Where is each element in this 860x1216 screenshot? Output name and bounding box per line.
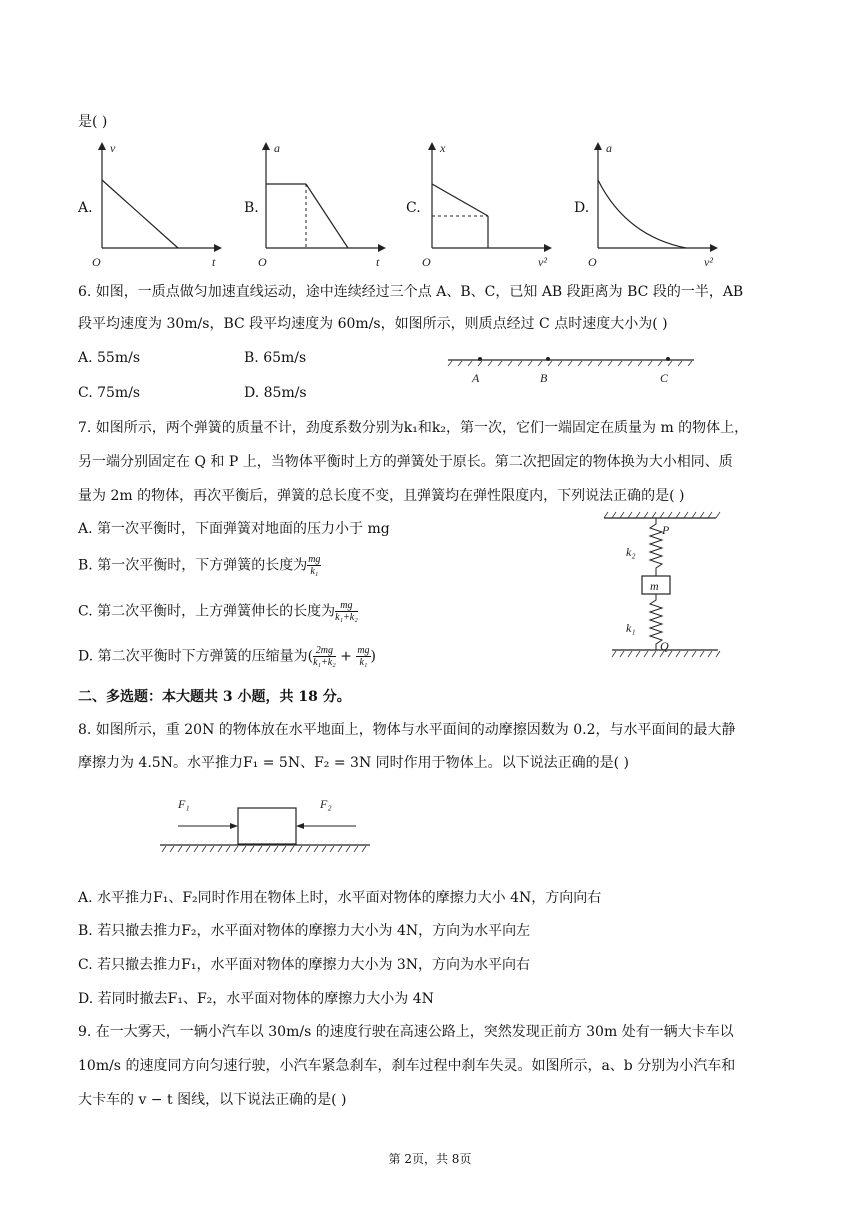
q6-track-figure [448,346,698,386]
q8-label-f2: F₂ [320,797,332,811]
q5c-origin: O [422,255,431,269]
q7-label-m: m [650,579,659,593]
q6-line2: 段平均速度为 30m/s，BC 段平均速度为 60m/s，如图所示，则质点经过 C 点时速度大小为( ) [78,316,668,332]
q5-option-a-label: A. [78,200,93,216]
q5-graph-d [586,140,726,270]
q7-b-frac-num: mg [308,554,321,565]
q5c-x-label: v² [538,255,547,269]
q7-option-d-text: D. 第二次平衡时下方弹簧的压缩量为( [78,648,314,665]
q5a-x-label: t [212,255,216,269]
q8-label-f1: F₁ [178,797,190,811]
q5b-y-label: a [274,141,280,155]
q5-graph-a [90,140,230,270]
q5-graph-c [420,140,560,270]
q6-point-a: A [472,371,480,385]
q5d-y-label: a [606,141,612,155]
q7-label-k1: k₁ [626,621,636,635]
q9-line1: 9. 在一大雾天，一辆小汽车以 30m/s 的速度行驶在高速公路上，突然发现正前方 30m 处有一辆大卡车以 [78,1024,734,1040]
q5a-y-label: v [110,141,116,155]
q9-line2: 10m/s 的速度同方向匀速行驶，小汽车紧急刹车，刹车过程中刹车失灵。如图所示，a、b 分别为小汽车和 [78,1058,736,1074]
q7-b-fraction [307,554,321,577]
q7-option-b-text: B. 第一次平衡时，下方弹簧的长度为 [78,557,308,574]
q7-d-fraction-1 [313,645,336,668]
q7-c-fraction [335,600,358,623]
q8-option-c: C. 若只撤去推力F₁，水平面对物体的摩擦力大小为 3N，方向为水平向右 [78,957,531,973]
q7-d-close: ) [370,648,377,665]
q7-spring-figure [598,508,728,664]
q7-d-frac1-num: 2mg [313,645,336,657]
q5d-origin: O [588,255,597,269]
q8-option-b: B. 若只撤去推力F₂，水平面对物体的摩擦力大小为 4N，方向为水平向左 [78,923,531,939]
q6-option-d: D. 85m/s [244,385,307,401]
q7-option-a: A. 第一次平衡时，下面弹簧对地面的压力小于 mg [78,521,390,537]
q7-line2: 另一端分别固定在 Q 和 P 上，当物体平衡时上方的弹簧处于原长。第二次把固定的物体换为大小相同、质 [78,454,733,470]
q5-option-d-label: D. [574,200,590,216]
q7-line3: 量为 2m 的物体，再次平衡后，弹簧的总长度不变，且弹簧均在弹性限度内，下列说法正确的是( ) [78,488,685,504]
q7-c-frac-num: mg [335,600,358,612]
page-footer: 第 2页，共 8页 [388,1152,472,1166]
q8-option-a: A. 水平推力F₁、F₂同时作用在物体上时，水平面对物体的摩擦力大小 4N，方向向右 [78,890,602,906]
q7-d-frac2-den: k₁ [359,657,368,668]
q7-d-frac1-den: k₁+k₂ [313,657,336,668]
q8-force-figure [160,792,374,858]
q6-point-b: B [540,371,548,385]
q5c-y-label: x [440,141,446,155]
q5b-origin: O [258,255,267,269]
q7-option-c-text: C. 第二次平衡时，上方弹簧伸长的长度为 [78,603,336,620]
q5-option-c-label: C. [406,200,421,216]
section-2-heading: 二、多选题：本大题共 3 小题，共 18 分。 [78,689,351,705]
q7-b-frac-den: k₁ [310,566,319,577]
q7-line1: 7. 如图所示，两个弹簧的质量不计，劲度系数分别为k₁和k₂，第一次，它们一端固定在质量为 m 的物体上， [78,420,749,436]
q7-label-q: Q [660,639,669,653]
q7-option-d [78,645,376,668]
q8-option-d: D. 若同时撤去F₁、F₂，水平面对物体的摩擦力大小为 4N [78,991,434,1007]
q8-line1: 8. 如图所示，重 20N 的物体放在水平地面上，物体与水平面间的动摩擦因数为 0.2，与水平面间的最大静 [78,722,736,738]
q5b-x-label: t [376,255,380,269]
q7-option-b [78,554,321,577]
q8-line2: 摩擦力为 4.5N。水平推力F₁ = 5N、F₂ = 3N 同时作用于物体上。以下说法正确的是( ) [78,755,630,771]
q6-option-b: B. 65m/s [244,350,307,366]
q7-d-fraction-2 [356,645,370,668]
q6-point-c: C [660,371,669,385]
q5a-origin: O [92,255,101,269]
q6-option-a: A. 55m/s [78,350,141,366]
q9-line3: 大卡车的 v − t 图线，以下说法正确的是( ) [78,1092,347,1108]
q7-d-frac2-num: mg [357,645,370,656]
q7-label-p: P [662,523,670,537]
q7-d-plus: + [340,648,352,665]
q5-option-b-label: B. [244,200,259,216]
q6-line1: 6. 如图，一质点做匀加速直线运动，途中连续经过三个点 A、B、C，已知 AB 段距离为 BC 段的一半，AB [78,284,744,300]
q7-c-frac-den: k₁+k₂ [335,612,358,623]
q5-graph-b [254,140,394,270]
q7-label-k2: k₂ [626,545,636,559]
q7-option-c [78,600,358,623]
q5d-x-label: v² [704,255,713,269]
q5-tail-text: 是( ) [78,114,108,130]
q6-option-c: C. 75m/s [78,385,141,401]
